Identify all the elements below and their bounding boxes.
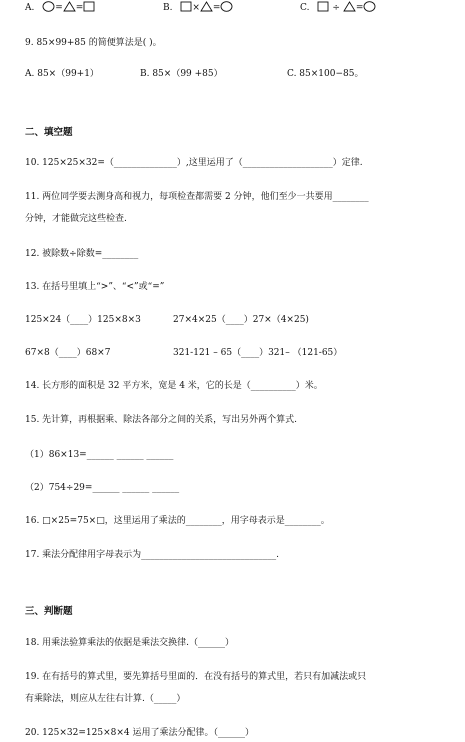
square-shape-icon bbox=[180, 1, 192, 12]
square-shape-icon bbox=[83, 1, 95, 12]
q15-item-1: （1）86×13=______ ______ ______ bbox=[25, 450, 174, 460]
square-shape-icon bbox=[317, 1, 329, 12]
q19-line1: 19. 在有括号的算式里，要先算括号里面的．在没有括号的算式里，若只有加减法或只 bbox=[25, 672, 367, 682]
q19-line2: 有乘除法，则应从左往右计算.（_____） bbox=[25, 694, 186, 704]
q11-line1: 11. 两位同学要去测身高和视力，每项检查都需要 2 分钟，他们至少一共要用________ bbox=[25, 192, 369, 202]
q13-stem: 13. 在括号里填上“>”、“<”或“=” bbox=[25, 282, 165, 292]
q13-item-2b: 321-121 – 65（____）321– （121-65） bbox=[173, 348, 343, 358]
q12-text: 12. 被除数÷除数=________ bbox=[25, 249, 139, 259]
q11-line2: 分钟，才能做完这些检查. bbox=[25, 214, 127, 224]
q9-option-a: A. 85×（99+1） bbox=[25, 69, 99, 79]
q8-b-eq: = bbox=[212, 3, 221, 13]
q8-option-a bbox=[25, 1, 95, 14]
q8-c-eq: = bbox=[355, 3, 364, 13]
q8-b-letter: B. bbox=[163, 3, 173, 13]
circle-shape-icon bbox=[42, 1, 55, 12]
q9-option-c: C. 85×100−85。 bbox=[287, 69, 364, 79]
q20-text: 20. 125×32=125×8×4 运用了乘法分配律。（______） bbox=[25, 728, 254, 738]
q8-c-letter: C. bbox=[300, 3, 310, 13]
circle-shape-icon bbox=[363, 1, 376, 12]
q8-b-times: × bbox=[192, 3, 200, 13]
q8-a-letter: A. bbox=[25, 3, 35, 13]
q17-text: 17. 乘法分配律用字母表示为______________________________. bbox=[25, 550, 280, 560]
q15-item-2: （2）754÷29=______ ______ ______ bbox=[25, 483, 180, 493]
triangle-shape-icon bbox=[200, 1, 213, 12]
q9-stem: 9. 85×99+85 的简便算法是( )。 bbox=[25, 38, 162, 48]
section-true-false-heading: 三、判断题 bbox=[25, 606, 73, 617]
q8-option-b bbox=[163, 1, 233, 14]
q13-item-1b: 27×4×25（____）27×（4×25) bbox=[173, 315, 309, 325]
q15-stem: 15. 先计算，再根据乘、除法各部分之间的关系，写出另外两个算式. bbox=[25, 415, 298, 425]
section-fill-in-heading: 二、填空题 bbox=[25, 127, 73, 138]
q13-item-2a: 67×8（____）68×7 bbox=[25, 348, 111, 358]
q14-text: 14. 长方形的面积是 32 平方米，宽是 4 米，它的长是（__________）米。 bbox=[25, 381, 323, 391]
q9-option-b: B. 85×（99 +85） bbox=[140, 69, 223, 79]
circle-shape-icon bbox=[220, 1, 233, 12]
triangle-shape-icon bbox=[63, 1, 76, 12]
q13-item-1a: 125×24（____）125×8×3 bbox=[25, 315, 141, 325]
q16-text: 16. □×25=75×□，这里运用了乘法的________，用字母表示是________。 bbox=[25, 516, 330, 526]
q8-option-c bbox=[300, 1, 376, 14]
q8-c-div: ÷ bbox=[332, 3, 340, 13]
triangle-shape-icon bbox=[343, 1, 356, 12]
q8-a-eq: = bbox=[55, 3, 63, 13]
q8-a-eq2: = bbox=[75, 3, 84, 13]
q18-text: 18. 用乘法验算乘法的依据是乘法交换律.（______） bbox=[25, 638, 235, 648]
q10-text: 10. 125×25×32=（______________）,这里运用了（____________________）定律. bbox=[25, 158, 363, 168]
